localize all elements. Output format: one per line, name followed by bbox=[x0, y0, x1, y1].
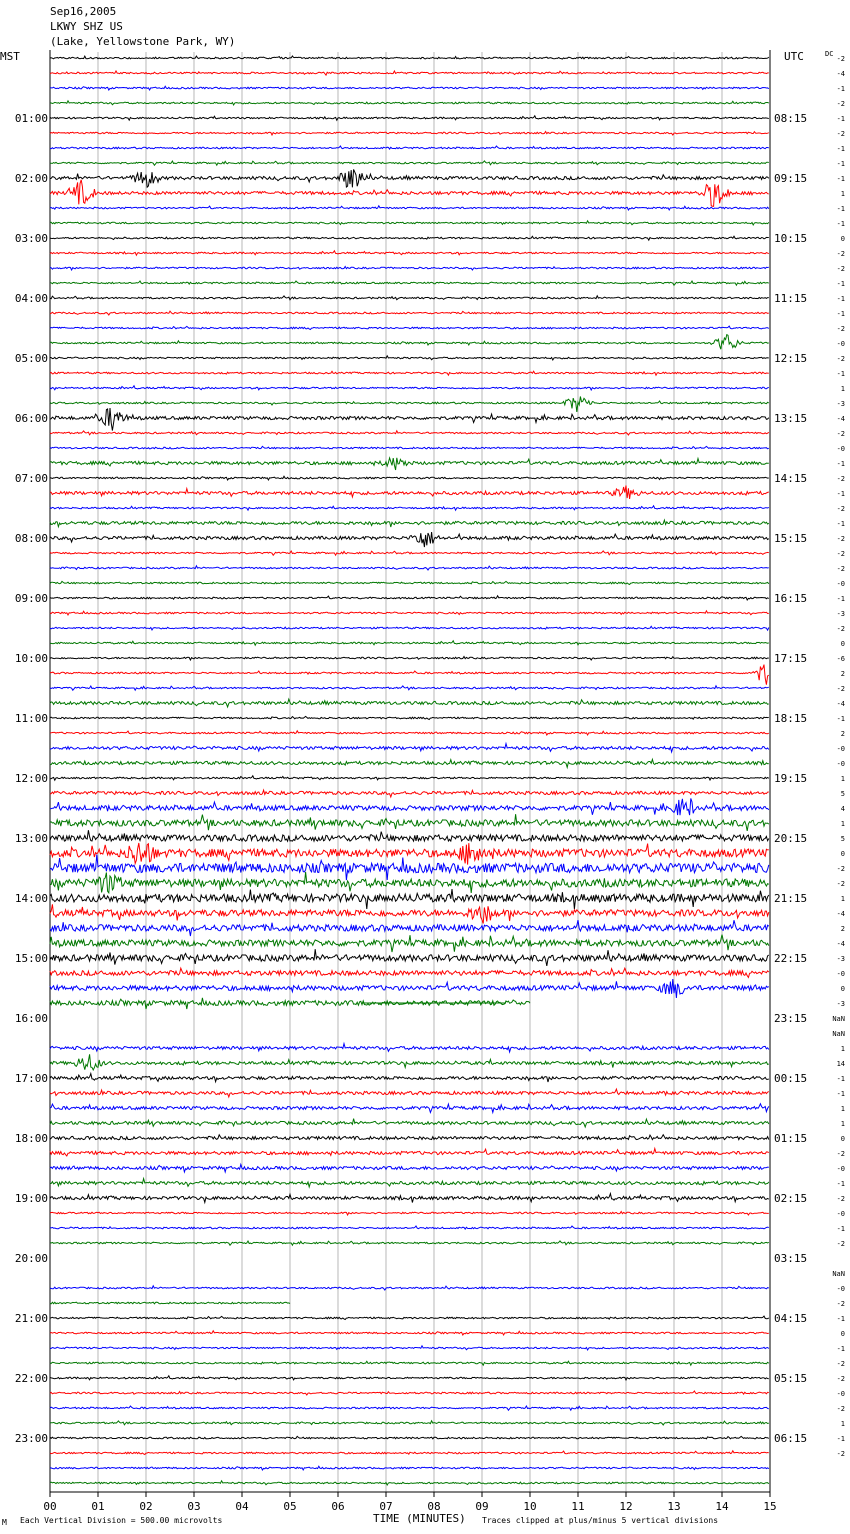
mst-hour-label: 02:00 bbox=[14, 172, 48, 185]
trace-row-94 bbox=[50, 1466, 769, 1470]
x-tick-label: 06 bbox=[331, 1500, 345, 1513]
dc-offset-label: 0 bbox=[840, 985, 845, 993]
trace-row-76 bbox=[50, 1194, 769, 1203]
trace-row-52 bbox=[50, 830, 769, 841]
mst-hour-label: 05:00 bbox=[14, 352, 48, 365]
trace-row-57 bbox=[50, 904, 769, 923]
dc-offset-label: -2 bbox=[836, 250, 845, 258]
mst-hour-label: 13:00 bbox=[14, 832, 48, 845]
trace-row-79 bbox=[50, 1241, 769, 1245]
trace-row-71 bbox=[50, 1119, 769, 1127]
dc-offset-label: -1 bbox=[836, 160, 845, 168]
utc-hour-label: 12:15 bbox=[774, 352, 808, 365]
x-tick-label: 08 bbox=[427, 1500, 441, 1513]
trace-row-6 bbox=[50, 146, 769, 149]
trace-row-1 bbox=[50, 71, 769, 75]
trace-row-87 bbox=[50, 1361, 769, 1365]
utc-hour-label: 00:15 bbox=[774, 1072, 808, 1085]
dc-offset-label: -1 bbox=[836, 175, 845, 183]
dc-offset-label: -4 bbox=[836, 415, 845, 423]
dc-offset-label: -2 bbox=[836, 1375, 845, 1383]
trace-row-14 bbox=[50, 267, 769, 271]
trace-row-36 bbox=[50, 596, 769, 600]
trace-row-20 bbox=[50, 356, 769, 360]
trace-row-69 bbox=[50, 1089, 769, 1097]
mst-hour-label: 06:00 bbox=[14, 412, 48, 425]
utc-hour-label: 10:15 bbox=[774, 232, 808, 245]
dc-offset-label: -2 bbox=[836, 55, 845, 63]
dc-offset-label: -1 bbox=[836, 145, 845, 153]
trace-row-40 bbox=[50, 657, 769, 661]
trace-row-92 bbox=[50, 1436, 769, 1438]
mst-hour-label: 11:00 bbox=[14, 712, 48, 725]
utc-hour-label: 08:15 bbox=[774, 112, 808, 125]
x-tick-label: 00 bbox=[43, 1500, 57, 1513]
dc-offset-label: -1 bbox=[836, 1075, 845, 1083]
dc-offset-label: -0 bbox=[836, 1210, 845, 1218]
dc-offset-label: -3 bbox=[836, 610, 845, 618]
dc-offset-label: -2 bbox=[836, 265, 845, 273]
x-tick-label: 15 bbox=[763, 1500, 777, 1513]
trace-row-41 bbox=[50, 665, 769, 685]
trace-row-49 bbox=[50, 790, 769, 797]
utc-hour-label: 13:15 bbox=[774, 412, 808, 425]
utc-hour-label: 04:15 bbox=[774, 1312, 808, 1325]
trace-row-15 bbox=[50, 281, 769, 285]
x-tick-label: 09 bbox=[475, 1500, 489, 1513]
trace-row-43 bbox=[50, 699, 769, 707]
dc-offset-label: -0 bbox=[836, 445, 845, 453]
dc-offset-label: -1 bbox=[836, 520, 845, 528]
utc-hour-label: 03:15 bbox=[774, 1252, 808, 1265]
trace-row-4 bbox=[50, 116, 769, 120]
utc-hour-label: 22:15 bbox=[774, 952, 808, 965]
dc-offset-label: -0 bbox=[836, 1165, 845, 1173]
mst-hour-label: 12:00 bbox=[14, 772, 48, 785]
trace-row-8 bbox=[50, 169, 769, 187]
trace-row-12 bbox=[50, 236, 769, 240]
dc-offset-label: 1 bbox=[840, 1105, 845, 1113]
trace-row-22 bbox=[50, 386, 769, 390]
dc-offset-label: -2 bbox=[836, 355, 845, 363]
dc-offset-label: -1 bbox=[836, 310, 845, 318]
dc-offset-label: 0 bbox=[840, 850, 845, 858]
trace-row-44 bbox=[50, 716, 769, 719]
utc-hour-label: 01:15 bbox=[774, 1132, 808, 1145]
dc-offset-label: 0 bbox=[840, 1330, 845, 1338]
clip-note: Traces clipped at plus/minus 5 vertical divisions bbox=[482, 1516, 719, 1525]
trace-row-55 bbox=[50, 872, 769, 893]
trace-row-17 bbox=[50, 311, 769, 315]
trace-row-50 bbox=[50, 798, 769, 815]
trace-row-16 bbox=[50, 296, 769, 300]
trace-row-7 bbox=[50, 161, 769, 165]
dc-offset-label: -2 bbox=[836, 430, 845, 438]
trace-row-78 bbox=[50, 1226, 769, 1229]
dc-offset-label: -2 bbox=[836, 880, 845, 888]
dc-offset-label: -2 bbox=[836, 1195, 845, 1203]
dc-offset-label: -2 bbox=[836, 625, 845, 633]
mst-hour-label: 04:00 bbox=[14, 292, 48, 305]
mst-hour-label: 22:00 bbox=[14, 1372, 48, 1385]
trace-row-90 bbox=[50, 1406, 769, 1410]
dc-offset-label: -1 bbox=[836, 1225, 845, 1233]
trace-row-3 bbox=[50, 101, 769, 105]
dc-offset-label: -4 bbox=[836, 910, 845, 918]
trace-row-89 bbox=[50, 1391, 769, 1395]
vertical-division-note: Each Vertical Division = 500.00 microvolts bbox=[20, 1516, 223, 1525]
trace-row-85 bbox=[50, 1331, 769, 1335]
dc-offset-label: 2 bbox=[840, 670, 845, 678]
utc-hour-label: 06:15 bbox=[774, 1432, 808, 1445]
x-tick-label: 07 bbox=[379, 1500, 393, 1513]
dc-offset-label: -1 bbox=[836, 715, 845, 723]
dc-offset-label: NaN bbox=[832, 1015, 845, 1023]
dc-offset-label: -1 bbox=[836, 280, 845, 288]
trace-row-74 bbox=[50, 1165, 769, 1173]
utc-hour-label: 05:15 bbox=[774, 1372, 808, 1385]
trace-row-53 bbox=[50, 843, 769, 865]
trace-row-91 bbox=[50, 1421, 769, 1425]
trace-row-0 bbox=[50, 56, 769, 59]
trace-row-70 bbox=[50, 1104, 769, 1113]
trace-row-29 bbox=[50, 486, 769, 499]
utc-hour-label: 20:15 bbox=[774, 832, 808, 845]
mst-hour-label: 07:00 bbox=[14, 472, 48, 485]
trace-row-33 bbox=[50, 551, 769, 555]
dc-offset-label: -1 bbox=[836, 295, 845, 303]
dc-offset-label: -3 bbox=[836, 955, 845, 963]
trace-row-45 bbox=[50, 731, 769, 735]
mst-hour-label: 09:00 bbox=[14, 592, 48, 605]
dc-offset-label: -2 bbox=[836, 1240, 845, 1248]
utc-hour-label: 02:15 bbox=[774, 1192, 808, 1205]
header-station: LKWY SHZ US bbox=[50, 20, 123, 33]
header-date: Sep16,2005 bbox=[50, 5, 117, 18]
trace-row-51 bbox=[50, 814, 769, 831]
utc-hour-label: 17:15 bbox=[774, 652, 808, 665]
trace-row-2 bbox=[50, 86, 769, 90]
mst-hour-label: 14:00 bbox=[14, 892, 48, 905]
dc-offset-label: 1 bbox=[840, 1045, 845, 1053]
dc-offset-label: NaN bbox=[832, 1270, 845, 1278]
dc-offset-label: 1 bbox=[840, 820, 845, 828]
mst-hour-label: 17:00 bbox=[14, 1072, 48, 1085]
dc-offset-label: -1 bbox=[836, 1315, 845, 1323]
trace-row-18 bbox=[50, 326, 769, 329]
trace-row-46 bbox=[50, 744, 769, 752]
dc-offset-label: 14 bbox=[836, 1060, 845, 1068]
trace-row-13 bbox=[50, 251, 769, 255]
dc-offset-label: 1 bbox=[840, 190, 845, 198]
dc-offset-label: -1 bbox=[836, 115, 845, 123]
dc-offset-label: -1 bbox=[836, 1435, 845, 1443]
trace-row-32 bbox=[50, 532, 769, 547]
trace-row-72 bbox=[50, 1135, 769, 1140]
trace-row-9 bbox=[50, 180, 769, 207]
trace-row-58 bbox=[50, 920, 769, 936]
trace-row-86 bbox=[50, 1346, 769, 1350]
trace-row-73 bbox=[50, 1149, 769, 1157]
trace-row-48 bbox=[50, 776, 769, 780]
dc-offset-label: -0 bbox=[836, 1390, 845, 1398]
trace-row-66 bbox=[50, 1044, 769, 1052]
x-tick-label: 11 bbox=[571, 1500, 585, 1513]
trace-row-82 bbox=[50, 1286, 769, 1290]
trace-row-75 bbox=[50, 1179, 769, 1187]
mst-hour-label: 15:00 bbox=[14, 952, 48, 965]
dc-offset-label: -1 bbox=[836, 490, 845, 498]
x-tick-label: 05 bbox=[283, 1500, 297, 1513]
trace-row-31 bbox=[50, 520, 769, 527]
trace-row-35 bbox=[50, 581, 769, 584]
dc-offset-label: -4 bbox=[836, 940, 845, 948]
mst-hour-label: 20:00 bbox=[14, 1252, 48, 1265]
x-tick-label: 03 bbox=[187, 1500, 201, 1513]
trace-row-88 bbox=[50, 1376, 769, 1380]
dc-offset-label: 1 bbox=[840, 775, 845, 783]
dc-offset-label: 5 bbox=[840, 790, 845, 798]
trace-row-25 bbox=[50, 431, 769, 435]
dc-offset-label: -1 bbox=[836, 85, 845, 93]
x-tick-label: 14 bbox=[715, 1500, 729, 1513]
dc-offset-label: -2 bbox=[836, 1360, 845, 1368]
trace-row-61 bbox=[50, 968, 769, 977]
trace-row-38 bbox=[50, 626, 769, 630]
utc-hour-label: 14:15 bbox=[774, 472, 808, 485]
dc-offset-label: 0 bbox=[840, 235, 845, 243]
dc-offset-label: -0 bbox=[836, 970, 845, 978]
dc-offset-label: -2 bbox=[836, 130, 845, 138]
dc-offset-label: -2 bbox=[836, 475, 845, 483]
mst-hour-label: 10:00 bbox=[14, 652, 48, 665]
corner-mark: M bbox=[2, 1518, 7, 1527]
dc-offset-label: 2 bbox=[840, 925, 845, 933]
utc-hour-label: 09:15 bbox=[774, 172, 808, 185]
dc-offset-label: 1 bbox=[840, 385, 845, 393]
trace-row-26 bbox=[50, 446, 769, 448]
x-tick-label: 10 bbox=[523, 1500, 537, 1513]
utc-hour-label: 18:15 bbox=[774, 712, 808, 725]
header-location: (Lake, Yellowstone Park, WY) bbox=[50, 35, 236, 48]
dc-offset-label: -0 bbox=[836, 1285, 845, 1293]
dc-offset-label: -6 bbox=[836, 655, 845, 663]
trace-row-59 bbox=[50, 935, 769, 952]
trace-row-60 bbox=[50, 949, 769, 966]
dc-offset-label: -0 bbox=[836, 760, 845, 768]
dc-offset-label: -0 bbox=[836, 745, 845, 753]
utc-hour-label: 11:15 bbox=[774, 292, 808, 305]
utc-hour-label: 19:15 bbox=[774, 772, 808, 785]
mst-hour-label: 21:00 bbox=[14, 1312, 48, 1325]
dc-offset-label: 1 bbox=[840, 1420, 845, 1428]
trace-row-5 bbox=[50, 132, 769, 136]
dc-offset-label: -0 bbox=[836, 340, 845, 348]
trace-row-93 bbox=[50, 1451, 769, 1455]
trace-row-10 bbox=[50, 206, 769, 210]
dc-offset-label: 0 bbox=[840, 640, 845, 648]
trace-row-84 bbox=[50, 1316, 769, 1319]
dc-offset-label: -1 bbox=[836, 460, 845, 468]
mst-hour-label: 23:00 bbox=[14, 1432, 48, 1445]
dc-offset-label: 4 bbox=[840, 805, 845, 813]
dc-offset-label: -1 bbox=[836, 1345, 845, 1353]
dc-offset-label: -2 bbox=[836, 1300, 845, 1308]
trace-row-11 bbox=[50, 221, 769, 225]
dc-offset-label: -2 bbox=[836, 100, 845, 108]
dc-label: DC bbox=[825, 50, 834, 58]
x-axis-title: TIME (MINUTES) bbox=[373, 1512, 466, 1525]
trace-row-62 bbox=[50, 979, 769, 998]
x-tick-label: 02 bbox=[139, 1500, 153, 1513]
dc-offset-label: -1 bbox=[836, 595, 845, 603]
mst-hour-label: 01:00 bbox=[14, 112, 48, 125]
trace-row-37 bbox=[50, 611, 769, 615]
mst-hour-label: 19:00 bbox=[14, 1192, 48, 1205]
dc-offset-label: -1 bbox=[836, 1090, 845, 1098]
dc-offset-label: -3 bbox=[836, 400, 845, 408]
trace-row-77 bbox=[50, 1212, 769, 1216]
trace-row-27 bbox=[50, 458, 769, 470]
trace-row-47 bbox=[50, 759, 769, 767]
x-tick-label: 13 bbox=[667, 1500, 681, 1513]
dc-offset-label: 1 bbox=[840, 895, 845, 903]
dc-offset-label: -1 bbox=[836, 220, 845, 228]
dc-offset-label: -2 bbox=[836, 865, 845, 873]
dc-offset-label: -2 bbox=[836, 535, 845, 543]
trace-row-23 bbox=[50, 397, 769, 412]
utc-hour-label: 23:15 bbox=[774, 1012, 808, 1025]
trace-row-68 bbox=[50, 1074, 769, 1082]
dc-offset-label: 5 bbox=[840, 835, 845, 843]
dc-offset-label: -2 bbox=[836, 550, 845, 558]
dc-offset-label: -2 bbox=[836, 505, 845, 513]
dc-offset-label: -2 bbox=[836, 1405, 845, 1413]
mst-hour-label: 18:00 bbox=[14, 1132, 48, 1145]
trace-row-30 bbox=[50, 506, 769, 510]
dc-offset-label: -1 bbox=[836, 205, 845, 213]
dc-offset-label: -3 bbox=[836, 1000, 845, 1008]
mst-hour-label: 03:00 bbox=[14, 232, 48, 245]
trace-row-56 bbox=[50, 889, 769, 909]
dc-offset-label: -0 bbox=[836, 580, 845, 588]
trace-row-21 bbox=[50, 371, 769, 375]
mst-hour-label: 16:00 bbox=[14, 1012, 48, 1025]
trace-row-19 bbox=[50, 335, 769, 350]
mst-axis-label: MST bbox=[0, 50, 20, 63]
trace-row-95 bbox=[50, 1481, 769, 1485]
dc-offset-label: -2 bbox=[836, 685, 845, 693]
trace-row-83 bbox=[50, 1302, 290, 1304]
trace-row-54 bbox=[50, 855, 769, 881]
dc-offset-label: -2 bbox=[836, 1450, 845, 1458]
dc-offset-label: -2 bbox=[836, 325, 845, 333]
dc-offset-label: 0 bbox=[840, 1135, 845, 1143]
x-tick-label: 04 bbox=[235, 1500, 249, 1513]
dc-offset-label: NaN bbox=[832, 1030, 845, 1038]
trace-row-67 bbox=[50, 1054, 769, 1070]
dc-offset-label: -2 bbox=[836, 565, 845, 573]
x-tick-label: 01 bbox=[91, 1500, 105, 1513]
mst-hour-label: 08:00 bbox=[14, 532, 48, 545]
dc-offset-label: -1 bbox=[836, 1180, 845, 1188]
trace-row-34 bbox=[50, 566, 769, 570]
dc-offset-label: -2 bbox=[836, 1150, 845, 1158]
utc-hour-label: 21:15 bbox=[774, 892, 808, 905]
trace-row-39 bbox=[50, 641, 769, 645]
dc-offset-label: -1 bbox=[836, 370, 845, 378]
x-tick-label: 12 bbox=[619, 1500, 633, 1513]
trace-row-42 bbox=[50, 686, 769, 691]
dc-offset-label: 2 bbox=[840, 730, 845, 738]
dc-offset-label: -4 bbox=[836, 700, 845, 708]
utc-hour-label: 16:15 bbox=[774, 592, 808, 605]
trace-row-28 bbox=[50, 476, 769, 480]
dc-offset-label: -4 bbox=[836, 70, 845, 78]
trace-row-24 bbox=[50, 408, 769, 431]
dc-offset-label: 1 bbox=[840, 1120, 845, 1128]
utc-hour-label: 15:15 bbox=[774, 532, 808, 545]
utc-axis-label: UTC bbox=[784, 50, 804, 63]
